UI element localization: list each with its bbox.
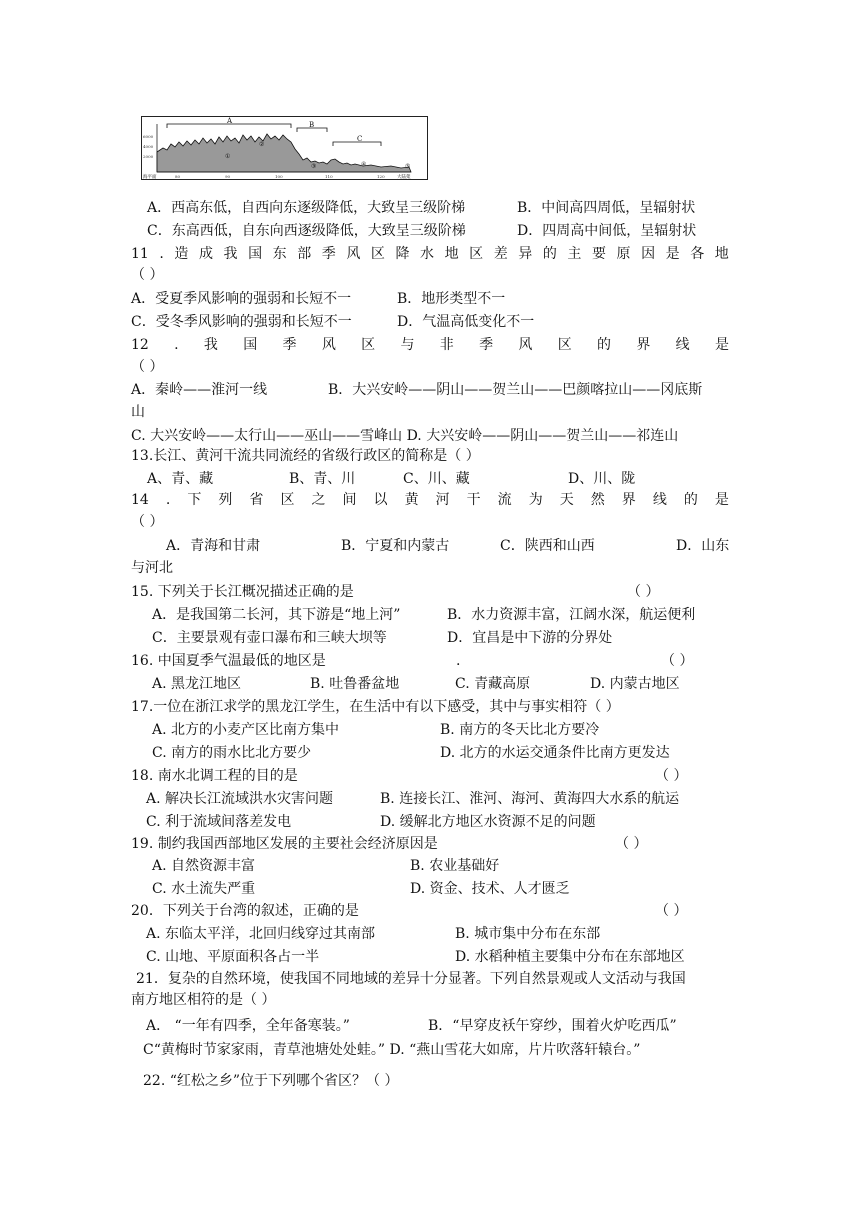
q12-options-cd: C. 大兴安岭——太行山——巫山——雪峰山 D. 大兴安岭——阴山——贺兰山——祁连山: [131, 428, 679, 444]
q20-paren: （ ）: [655, 903, 688, 919]
q17-option-c: C. 南方的雨水比北方要少: [152, 745, 312, 761]
q12-option-b: B．大兴安岭——阴山——贺兰山——巴颜喀拉山——冈底斯: [328, 382, 703, 398]
q19-paren: （ ）: [615, 836, 648, 852]
q20-option-c: C. 山地、平原面积各占一半: [146, 949, 320, 965]
q21-option-a: A． “一年有四季，全年备寒装。”: [146, 1018, 350, 1034]
q19-option-c: C. 水土流失严重: [152, 881, 256, 897]
q14-paren: （ ）: [131, 514, 164, 530]
q16-option-d: D. 内蒙古地区: [590, 676, 680, 692]
q13-option-b: B、青、川: [289, 471, 356, 487]
q21-options-cd: C“黄梅时节家家雨，青草池塘处处蛙。” D. “燕山雪花大如席，片片吹落轩辕台。”: [143, 1042, 641, 1058]
q11-option-d: D．气温高低变化不一: [397, 314, 535, 330]
q10-option-a: A．西高东低，自西向东逐级降低，大致呈三级阶梯: [147, 200, 466, 216]
marker-5: ⑤: [405, 163, 411, 170]
x-tick: 100: [275, 174, 283, 179]
q17-stem: 17.一位在浙江求学的黑龙江学生，在生活中有以下感受，其中与事实相符（ ）: [131, 699, 620, 715]
label-b: B: [309, 121, 315, 129]
label-a: A: [227, 117, 233, 125]
q14-option-c: C．陕西和山西: [500, 538, 595, 554]
q22-stem: 22. “红松之乡”位于下列哪个省区？（ ）: [143, 1073, 399, 1089]
q16-stem: 16. 中国夏季气温最低的地区是: [131, 653, 326, 669]
q21-stem-cont: 南方地区相符的是（ ）: [131, 992, 276, 1008]
q15-stem: 15. 下列关于长江概况描述正确的是: [131, 584, 354, 600]
x-tick: 80: [175, 174, 181, 179]
q15-option-c: C．主要景观有壶口瀑布和三峡大坝等: [152, 630, 387, 646]
q14-stem: 14 . 下 列 省 区 之 间 以 黄 河 干 流 为 天 然 界 线 的 是: [131, 492, 729, 508]
q18-option-d: D. 缓解北方地区水资源不足的问题: [380, 814, 596, 830]
y-tick: 6000: [143, 134, 154, 139]
q12-option-a: A．秦岭——淮河一线: [131, 382, 268, 398]
q18-option-b: B. 连接长江、淮河、海河、黄海四大水系的航运: [380, 791, 680, 807]
q15-paren: （ ）: [627, 584, 660, 600]
q13-option-c: C、川、藏: [403, 471, 470, 487]
q20-stem: 20．下列关于台湾的叙述，正确的是: [131, 903, 359, 919]
q19-option-a: A. 自然资源丰富: [152, 858, 256, 874]
q17-option-b: B. 南方的冬天比北方要冷: [440, 722, 600, 738]
q12-paren: （ ）: [131, 359, 164, 375]
x-axis-label: 海平面: [143, 175, 157, 180]
stray-dot: .: [456, 653, 461, 669]
q20-option-a: A. 东临太平洋，北回归线穿过其南部: [146, 926, 376, 942]
marker-2: ②: [259, 141, 265, 148]
q19-option-d: D. 资金、技术、人才匮乏: [410, 881, 570, 897]
q16-option-a: A. 黑龙江地区: [152, 676, 242, 692]
y-tick: 2000: [143, 154, 154, 159]
q18-paren: （ ）: [655, 768, 688, 784]
q11-stem: 11 . 造 成 我 国 东 部 季 风 区 降 水 地 区 差 异 的 主 要 原 因 是 各 地: [131, 246, 729, 262]
x-tick: 120: [377, 174, 385, 179]
q15-option-a: A．是我国第二长河，其下游是“地上河”: [152, 607, 401, 623]
q13-option-d: D、川、陇: [568, 471, 636, 487]
q19-stem: 19. 制约我国西部地区发展的主要社会经济原因是: [131, 836, 438, 852]
q10-option-c: C．东高西低，自东向西逐级降低，大致呈三级阶梯: [147, 223, 466, 239]
marker-3: ③: [311, 163, 317, 170]
q21-option-b: B．“早穿皮袄午穿纱，围着火炉吃西瓜”: [428, 1018, 677, 1034]
terrain-profile-figure: [141, 116, 428, 180]
label-c: C: [357, 135, 363, 143]
q11-paren: （ ）: [131, 267, 164, 283]
q11-option-c: C．受冬季风影响的强弱和长短不一: [131, 314, 352, 330]
y-tick: 4000: [143, 144, 154, 149]
x-tick: 110: [325, 174, 333, 179]
q17-option-d: D. 北方的水运交通条件比南方更发达: [440, 745, 670, 761]
q18-option-c: C. 利于流域间落差发电: [146, 814, 292, 830]
q20-option-d: D. 水稻种植主要集中分布在东部地区: [455, 949, 685, 965]
q15-option-b: B．水力资源丰富，江阔水深，航运便利: [447, 607, 696, 623]
q16-option-c: C. 青藏高原: [455, 676, 531, 692]
q18-option-a: A. 解决长江流域洪水灾害问题: [146, 791, 334, 807]
q14-option-d: D．山东: [676, 538, 730, 554]
marker-4: ④: [361, 161, 367, 168]
marker-1: ①: [225, 153, 231, 160]
q14-option-a: A．青海和甘肃: [166, 538, 261, 554]
x-tick: 90: [225, 174, 231, 179]
q10-option-b: B．中间高四周低，呈辐射状: [517, 200, 696, 216]
q12-option-b-cont: 山: [131, 404, 145, 420]
q13-option-a: A、青、藏: [147, 471, 214, 487]
q14-option-b: B．宁夏和内蒙古: [341, 538, 450, 554]
q14-option-d-cont: 与河北: [131, 560, 173, 576]
q20-option-b: B. 城市集中分布在东部: [455, 926, 601, 942]
q12-stem: 12 . 我 国 季 风 区 与 非 季 风 区 的 界 线 是: [131, 337, 729, 353]
q21-stem: 21．复杂的自然环境，使我国不同地域的差异十分显著。下列自然景观或人文活动与我国: [136, 971, 686, 987]
q18-stem: 18. 南水北调工程的目的是: [131, 768, 298, 784]
q11-option-a: A．受夏季风影响的强弱和长短不一: [131, 291, 352, 307]
q16-paren: （ ）: [661, 653, 694, 669]
q13-stem: 13.长江、黄河干流共同流经的省级行政区的简称是（ ）: [131, 448, 480, 464]
q16-option-b: B. 吐鲁番盆地: [310, 676, 400, 692]
q11-option-b: B．地形类型不一: [397, 291, 506, 307]
q10-option-d: D．四周高中间低，呈辐射状: [517, 223, 697, 239]
q15-option-d: D．宜昌是中下游的分界处: [447, 630, 613, 646]
sea-label: 大陆架: [397, 175, 411, 180]
q19-option-b: B. 农业基础好: [410, 858, 500, 874]
q17-option-a: A. 北方的小麦产区比南方集中: [152, 722, 340, 738]
